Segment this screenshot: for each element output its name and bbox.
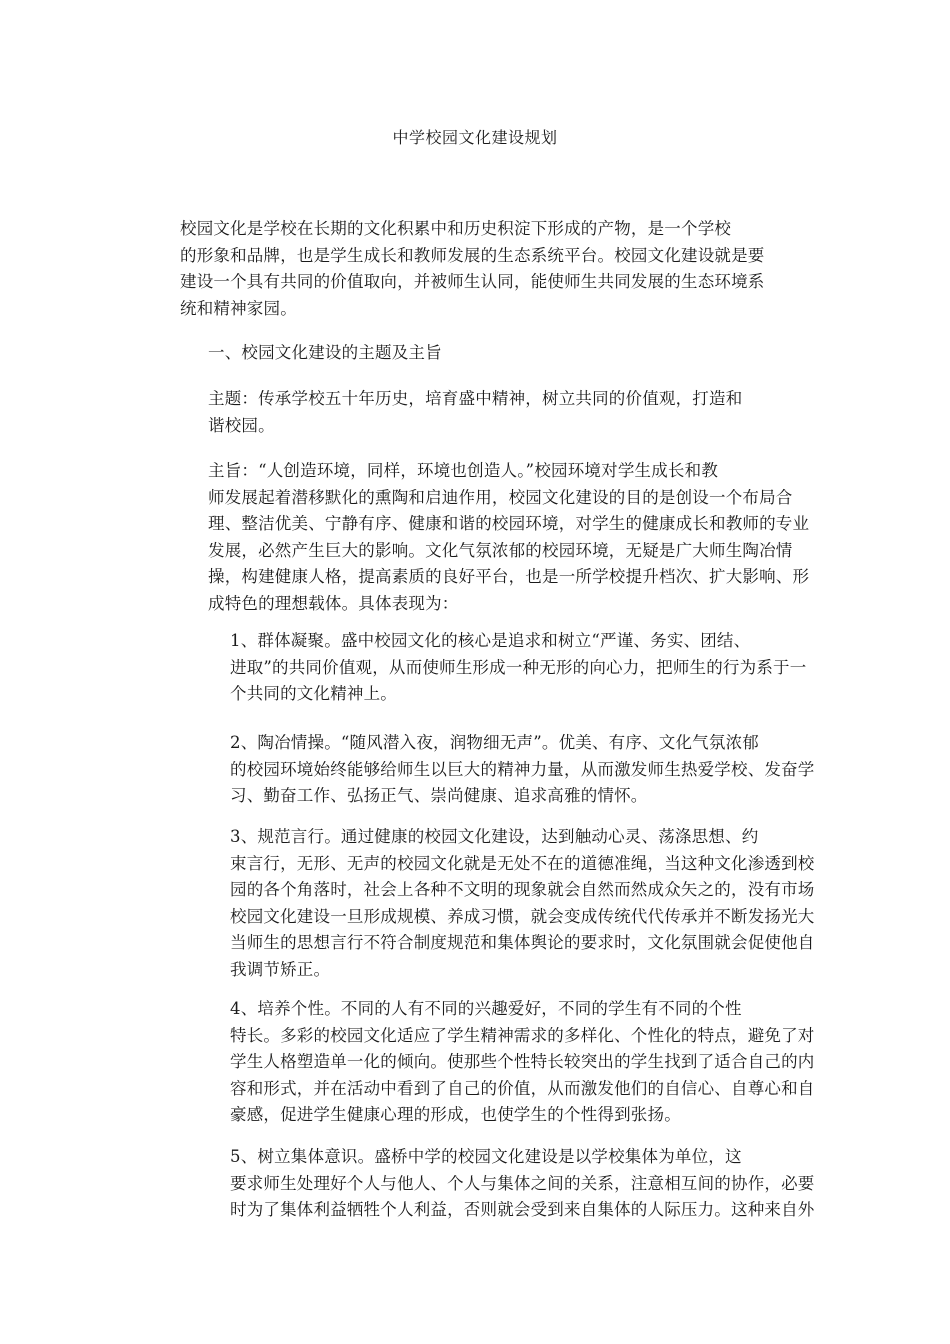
- text-line: 主题：传承学校五十年历史，培育盛中精神，树立共同的价值观，打造和: [208, 389, 743, 408]
- list-item: [140, 730, 815, 810]
- text-line: 的形象和品牌，也是学生成长和教师发展的生态系统平台。校园文化建设就是要: [180, 245, 765, 265]
- theme-paragraph: [140, 386, 808, 439]
- intro-paragraph: [140, 216, 808, 322]
- text-line: 发展，必然产生巨大的影响。文化气氛浓郁的校园环境，无疑是广大师生陶冶情: [208, 540, 793, 560]
- text-line: 我调节矫正。: [230, 959, 331, 979]
- text-line: 进取”的共同价值观，从而使师生形成一种无形的向心力，把师生的行为系于一: [230, 657, 807, 677]
- text-line: 校园文化是学校在长期的文化积累中和历史积淀下形成的产物，是一个学校: [180, 219, 732, 238]
- text-line: 谐校园。: [208, 415, 275, 435]
- text-line: 主旨：“人创造环境，同样，环境也创造人。”校园环境对学生成长和教: [208, 461, 719, 480]
- text-line: 一、校园文化建设的主题及主旨: [208, 343, 442, 362]
- text-line: 师发展起着潜移默化的熏陶和启迪作用，校园文化建设的目的是创设一个布局合: [208, 487, 793, 507]
- text-line: 统和精神家园。: [180, 298, 297, 318]
- text-line: 3、规范言行。通过健康的校园文化建设，达到触动心灵、荡涤思想、约: [230, 827, 759, 846]
- text-line: 园的各个角落时，社会上各种不文明的现象就会自然而然成众矢之的，没有市场: [230, 880, 815, 899]
- text-line: 操，构建健康人格，提高素质的良好平台，也是一所学校提升档次、扩大影响、形: [208, 567, 810, 586]
- text-line: 校园文化建设一旦形成规模、养成习惯，就会变成传统代代传承并不断发扬光大: [230, 906, 815, 926]
- text-line: 豪感，促进学生健康心理的形成，也使学生的个性得到张扬。: [230, 1105, 681, 1124]
- list-item: [140, 824, 815, 983]
- text-line: 成特色的理想载体。具体表现为：: [208, 593, 459, 613]
- text-line: 个共同的文化精神上。: [230, 684, 397, 703]
- text-line: 理、整洁优美、宁静有序、健康和谐的校园环境，对学生的健康成长和教师的专业: [208, 514, 810, 533]
- text-line: 要求师生处理好个人与他人、个人与集体之间的关系，注意相互间的协作，必要: [230, 1173, 815, 1193]
- text-line: 特长。多彩的校园文化适应了学生精神需求的多样化、个性化的特点，避免了对: [230, 1025, 815, 1045]
- text-line: 束言行，无形、无声的校园文化就是无处不在的道德准绳，当这种文化渗透到校: [230, 853, 815, 873]
- section-heading: [140, 340, 808, 367]
- text-line: 5、树立集体意识。盛桥中学的校园文化建设是以学校集体为单位，这: [230, 1147, 742, 1166]
- text-line: 习、勤奋工作、弘扬正气、崇尚健康、追求高雅的情怀。: [230, 786, 648, 805]
- document-title: 中学校园文化建设规划: [392, 128, 558, 147]
- list-item: [140, 1144, 815, 1224]
- text-line: 当师生的思想言行不符合制度规范和集体舆论的要求时，文化氛围就会促使他自: [230, 933, 815, 952]
- text-line: 1、群体凝聚。盛中校园文化的核心是追求和树立“严谨、务实、团结、: [230, 631, 751, 650]
- purpose-paragraph: [140, 458, 808, 617]
- text-line: 4、培养个性。不同的人有不同的兴趣爱好，不同的学生有不同的个性: [230, 999, 742, 1018]
- text-line: 建设一个具有共同的价值取向，并被师生认同，能使师生共同发展的生态环境系: [180, 272, 765, 291]
- text-line: 学生人格塑造单一化的倾向。使那些个性特长较突出的学生找到了适合自己的内: [230, 1052, 815, 1071]
- text-line: 时为了集体利益牺牲个人利益，否则就会受到来自集体的人际压力。这种来自外: [230, 1200, 815, 1219]
- text-line: 容和形式，并在活动中看到了自己的价值，从而激发他们的自信心、自尊心和自: [230, 1078, 815, 1098]
- text-line: 2、陶冶情操。“随风潜入夜，润物细无声”。优美、有序、文化气氛浓郁: [230, 733, 759, 752]
- text-line: 的校园环境始终能够给师生以巨大的精神力量，从而激发师生热爱学校、发奋学: [230, 759, 815, 779]
- list-item: [140, 628, 808, 708]
- list-item: [140, 996, 815, 1129]
